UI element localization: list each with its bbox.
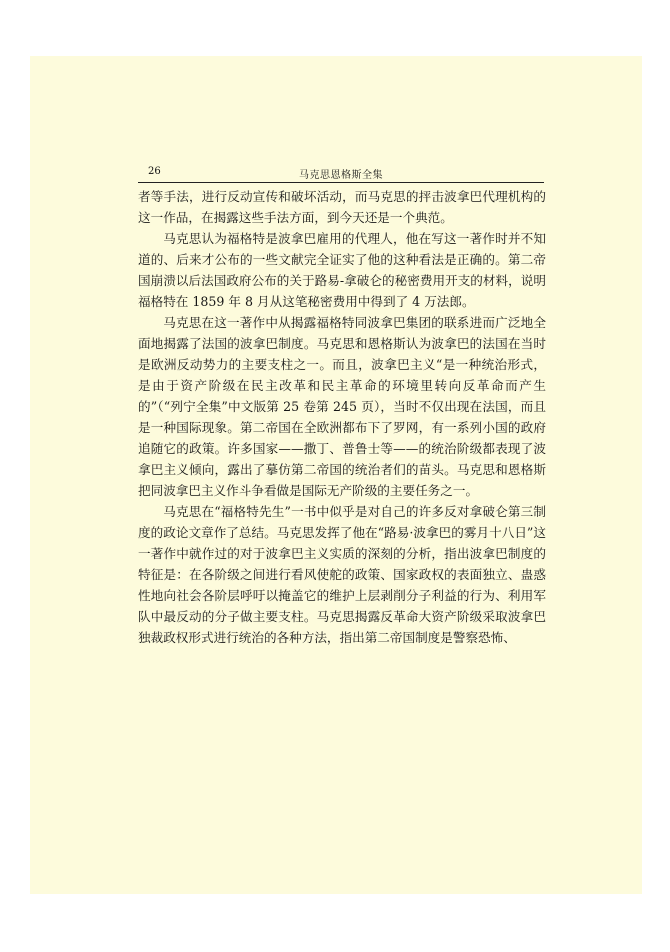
header-rule (138, 182, 544, 183)
body-text (138, 186, 546, 648)
paragraph-1: 者等手法，进行反动宣传和破坏活动，而马克思的抨击波拿巴代理机构的这一作品，在揭露这些手法方面，到今天还是一个典范。 (138, 189, 546, 225)
paragraph-3: 马克思在这一著作中从揭露福格特同波拿巴集团的联系进而广泛地全面地揭露了法国的波拿巴制度。马克思和恩格斯认为波拿巴的法国在当时是欧洲反动势力的主要支柱之一。而且，波拿巴主义“是一种统治形式，是由于资产阶级在民主改革和民主革命的环境里转向反革命而产生的”（“列宁全集”中文版第 25 卷第 245 页），当时不仅出现在法国，而且是一种国际现象。第二帝国在全欧洲都布下了罗网，有一系列小国的政府追随它的政策。许多国家——撒丁、普鲁士等——的统治阶级都表现了波拿巴主义倾向，露出了摹仿第二帝国的统治者们的苗头。马克思和恩格斯把同波拿巴主义作斗争看做是国际无产阶级的主要任务之一。 (138, 315, 546, 498)
paragraph-2: 马克思认为福格特是波拿巴雇用的代理人，他在写这一著作时并不知道的、后来才公布的一些文献完全证实了他的这种看法是正确的。第二帝国崩溃以后法国政府公布的关于路易-拿破仑的秘密费用开支的材料，说明福格特在 1859 年 8 月从这笔秘密费用中得到了 4 万法郎。 (138, 231, 546, 309)
book-title: 马克思恩格斯全集 (299, 170, 383, 181)
running-head (138, 164, 544, 182)
paragraph-4: 马克思在“福格特先生”一书中似乎是对自己的许多反对拿破仑第三制度的政论文章作了总结。马克思发挥了他在“路易·波拿巴的雾月十八日”这一著作中就作过的对于波拿巴主义实质的深刻的分析，指出波拿巴制度的特征是：在各阶级之间进行看风使舵的政策、国家政权的表面独立、蛊惑性地向社会各阶层呼吁以掩盖它的维护上层剥削分子利益的行为、利用军队中最反动的分子做主要支柱。马克思揭露反革命大资产阶级采取波拿巴独裁政权形式进行统治的各种方法，指出第二帝国制度是警察恐怖、 (138, 504, 546, 645)
page-number: 26 (148, 166, 161, 177)
